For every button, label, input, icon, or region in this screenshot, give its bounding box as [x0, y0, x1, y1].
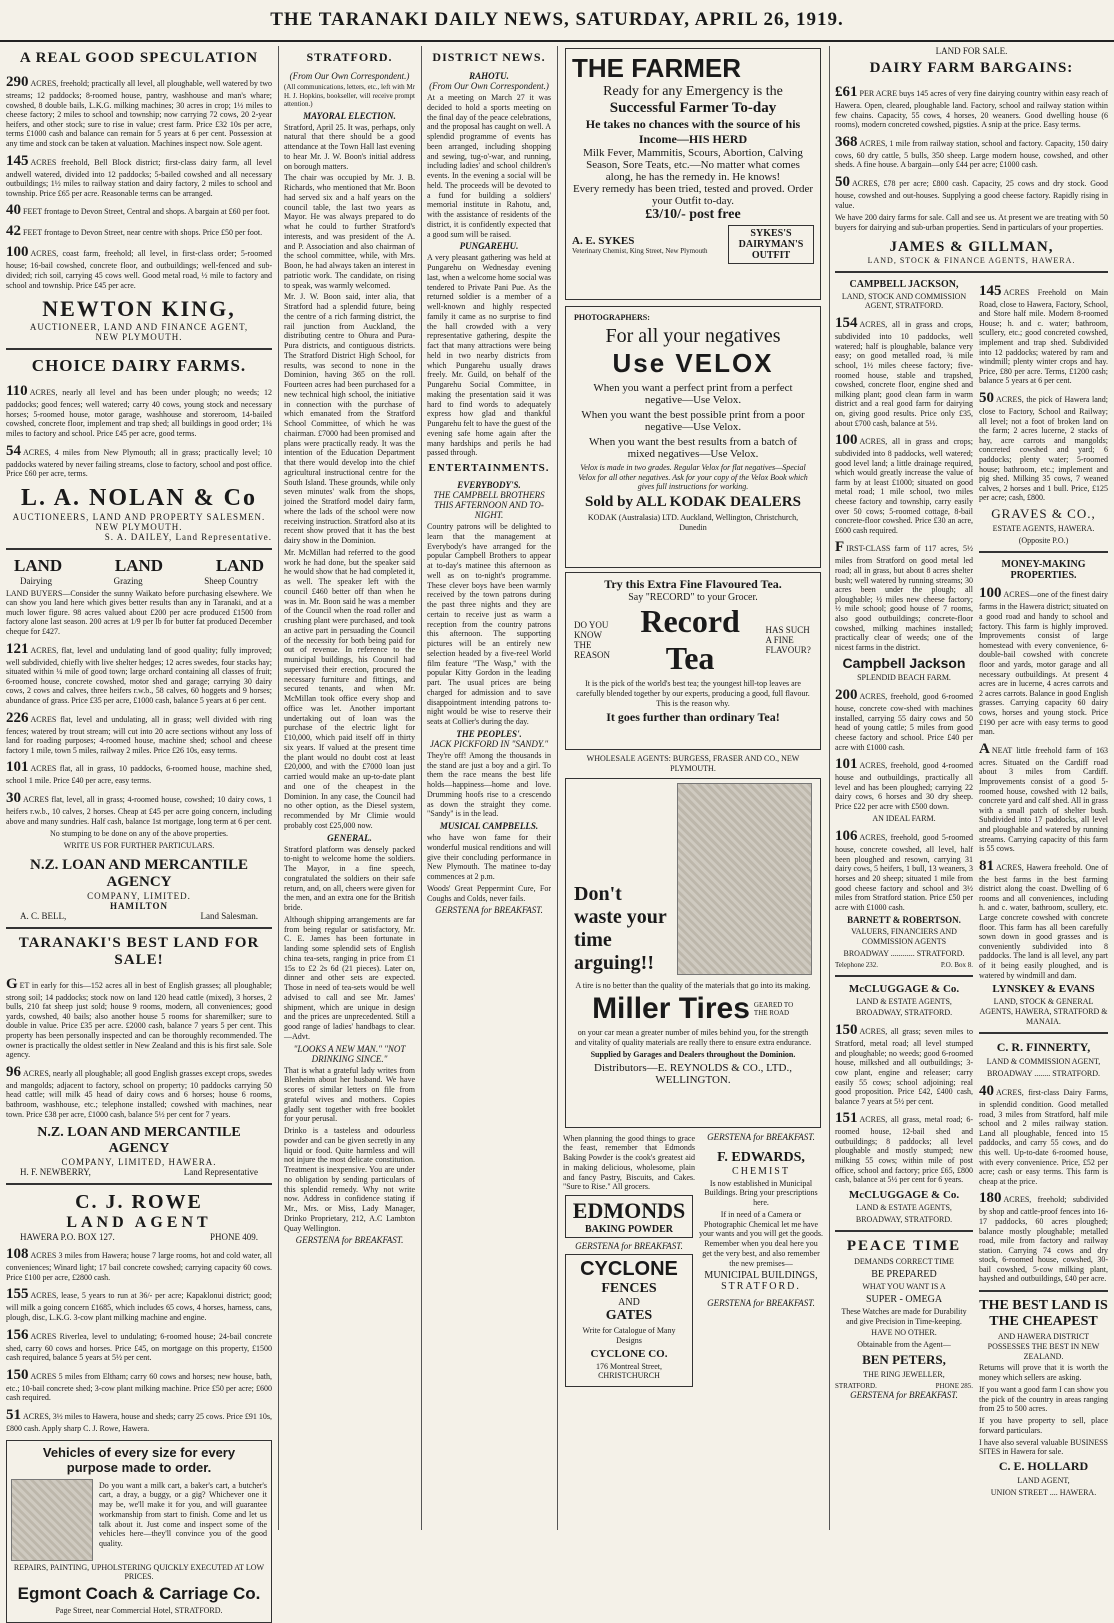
tea-further: It goes further than ordinary Tea!: [606, 710, 780, 725]
listing: 156 ACRES Riverlea, level to undulating; 6-roomed house; 24-bail concrete shed, carry 60 cows and horses. Price £45, on mortgage on this property, £1500 cash required, balance 5 years at 5½ per cent.: [6, 1326, 272, 1363]
article-paragraph: At a meeting on March 27 it was decided to hold a sports meeting on the final day of the peace celebrations, and the proposal has caught on well. A splendid programme of events has been arranged, including shopping and sewing, tug-o'-war, and running, including ladies' and school children's events. In the evening a social will be held. The proceeds will be devoted to a fund for building a soldiers' memorial institute in Rahotu, and, with the assistance of residents of the district, it is confidently expected that a good sum will be raised.: [427, 93, 551, 239]
nolan-line1: AUCTIONEERS, LAND AND PROPERTY SALESMEN.: [12, 511, 266, 522]
tea-brand: Record Tea: [640, 603, 740, 676]
farmer-line3: He takes no chances with the source of his Income—HIS HERD: [585, 117, 801, 146]
edmonds-brand-name: EDMONDS: [572, 1198, 686, 1223]
campbell-block: [835, 279, 973, 1500]
mccluggage2-sub: LAND & ESTATE AGENTS,: [856, 1202, 952, 1212]
hollard-name: C. E. HOLLARD: [998, 1459, 1089, 1474]
listing: 96 ACRES, nearly all ploughable; all good English grasses except crops, swedes and mangolds; adjacent to factory, school on property; 10 paddocks carrying 50 head cattle; will milk 45 head of dairy cows and 6 horses; house 6 rooms, bathroom, washhouse, etc.; telephone installed; cowshed with machines, near town. Price £38 per acre, £1000 cash, balance 5½ per cent for 7 years.: [6, 1063, 272, 1119]
egmont-repairs: REPAIRS, PAINTING, UPHOLSTERING QUICKLY EXECUTED AT LOW PRICES.: [13, 1562, 265, 1582]
gerstena-line: GERSTENA for BREAKFAST.: [435, 905, 543, 916]
finnerty-sub: LAND & COMMISSION AGENT,: [986, 1057, 1101, 1067]
article-paragraph: Although shipping arrangements are far from being regular or satisfactory, Mr. C. E. James has been fortunate in landing some splendid sets of English china tea-sets, ranging in price from £1 15s to £2 2s 6d (21 pieces). Later on, dinner and other sets are expected. Those in need of tea-sets would be well advised to call and see Mr. James' shipment, which are unique in design and the prices are unprecedented. Still a good range of ladies' handbags to clear.—Advt.: [284, 914, 415, 1041]
listing: 151 ACRES, all grass, metal road; 6-roomed house, 12-bail shed and outbuildings; 8 paddocks; all level ploughable and mostly stumped; new milking 55 cows; within mile of post office, school and factory; price £65, £800 cash, balance at 5½ per cent for 6 years.: [835, 1110, 973, 1185]
velox-line2: Use VELOX: [612, 347, 774, 378]
tires-city: WELLINGTON.: [655, 1073, 731, 1086]
peace-sub: DEMANDS CORRECT TIME: [854, 1257, 954, 1267]
district-sub: (From Our Own Correspondent.): [429, 81, 549, 91]
mayoral-heading: MAYORAL ELECTION.: [303, 110, 396, 121]
gerstena-line: GERSTENA for BREAKFAST.: [707, 1298, 815, 1309]
listing: 51 ACRES, 3½ miles to Hawera, house and sheds; carry 25 cows. Price £91 10s, £800 cash. Apply sharp C. J. Rowe, Hawera.: [6, 1406, 272, 1433]
article-paragraph: Mr. McMillan had referred to the good work he had done, but the speaker said he would show that he had completed it, as well. The speaker left with the council £460 better off than when he was in. Mr. Boon said he was a member of the Council when the road roller and crushing plant were purchased, and took an active part in persuading the Council of the necessity for both being paid for out of revenue. In reference to the municipal buildings, his Council had supervised their erection, procured the necessary furniture and fittings, and secured tenants, and when Mr. McMillan took office every shop and office was let. Another important undertaking out of loan was the purchase of the electric light for £10,000, which paid itself off in thirty six years. If valued at the present time the plant would no doubt cost at least £20,000, and with the £7000 loan just carried would make an up-to-date plant and one of the cheapest in the Dominion. In any case, the Council had no other option, as the Diesel system, recommended by Mr Climie would probably cost £25,000 now.: [284, 547, 415, 830]
listing: 50 ACRES, the pick of Hawera land; close to Factory, School and Railway; all level; not a foot of broken land on the farm; 2 acres lucerne, 2 stacks of hay, acre carrots and mangolds; concreted cowshed and yard; 6 paddocks; plenty water; 5-roomed house; bathroom, etc.; implement and pig shed. Milking 35 cows, 7 weaned calves, 2 horses and 1 bull. Price, £125 per acre; cash, £800.: [979, 390, 1108, 503]
barnett-tel: Telephone 232.: [835, 960, 879, 969]
land-heading: LAND: [215, 555, 264, 575]
cyclone-l3: GATES: [605, 1308, 653, 1323]
farmer-line2: Successful Farmer To-day: [609, 100, 777, 116]
money-heading: MONEY-MAKING PROPERTIES.: [1001, 559, 1086, 582]
jack-heading: JACK PICKFORD IN "SANDY.": [429, 738, 549, 749]
peace-be: BE PREPARED: [871, 1269, 937, 1281]
splendid-heading: SPLENDID BEACH FARM.: [857, 673, 951, 683]
land-write: WRITE US FOR FURTHER PARTICULARS.: [63, 840, 215, 850]
stratford-heading: STRATFORD.: [306, 50, 393, 64]
article-paragraph: A very pleasant gathering was held at Pungarehu on Wednesday evening last, when a welcome home social was tendered to Private Pani Pue. As the returned soldier is a member of a well-known and highly respected family it came as no surprise to find the hall crowded with a very representative gathering, despite the fact that many attractions were being held in two nearby districts from which Pungarehu usually draws freely. Mr. Guild, on behalf of the Pungarehu Social Committee, in making the presentation said it was hard to find words to adequately express how glad and thankful Pungarehu felt to have the guest of the evening safe home again after the many hardships and perils he had passed through.: [427, 253, 551, 458]
listing: 200 ACRES, freehold, good 6-roomed house, concrete cow-shed with machines installed, carrying 55 dairy cows and 50 head of young cattle; 5 miles from good cheese factory and school. Price £40 per acre with £1000 cash.: [835, 687, 973, 752]
mccluggage-sub: LAND & ESTATE AGENTS,: [856, 996, 952, 1006]
farmer-outfit-box: SYKES'S DAIRYMAN'S OUTFIT: [728, 225, 814, 264]
farmer-chemist: A. E. SYKES: [572, 234, 635, 247]
looks-heading: "LOOKS A NEW MAN." "NOT DRINKING SINCE.": [293, 1043, 406, 1064]
best-p2: If you want a good farm I can show you the pick of the country in areas ranging from 25 to 500 acres.: [979, 1384, 1108, 1414]
listing: 81 ACRES, Hawera freehold. One of the best farms in the best farming district along the coast. Dwelling of 6 rooms and all conveniences, including h. and c. water, bathroom, scullery, etc. Large concrete cowshed with concrete floor. This farm has all been carefully sown down in good grasses and is conveniently subdivided into 8 paddocks. The land is all level, any part of it being easily ploughed, and is watered by windmill and dam.: [979, 857, 1108, 980]
nzloan-line2: HAMILTON: [109, 900, 168, 911]
listing: 40 ACRES, first-class Dairy Farms, in splendid condition. Good metalled road, 3 miles from Stratford, half mile school and 2 miles railway station. Land all ploughable, fenced into 15 paddocks, and carry 55 cows, and do this well. Up-to-date 6-roomed house, with every convenience. Price, £52 per acre; cash or easy terms. This farm is cheap at the price.: [979, 1082, 1108, 1186]
listing: 101 ACRES, freehold, good 4-roomed house and outbuildings, practically all level and has been ploughed; carrying 22 dairy cows, 6 horses and 30 dry sheep. Price £22 per acre with £500 down.: [835, 756, 973, 811]
best-h1: THE BEST LAND IS: [979, 1298, 1108, 1314]
mccluggage2-sub2: BROADWAY, STRATFORD.: [855, 1214, 953, 1224]
graves-name: GRAVES & CO.,: [991, 505, 1096, 521]
motorist-illustration: [677, 783, 812, 975]
edwards-loc: MUNICIPAL BUILDINGS,: [704, 1270, 818, 1282]
velox-photographers: PHOTOGRAPHERS:: [574, 313, 650, 322]
edwards-body: Is now established in Municipal Buildings. Bring your prescriptions here.: [704, 1178, 818, 1207]
listing: FIRST-CLASS farm of 117 acres, 5½ miles from Stratford on good metal led road; all in grass, but about 8 acres shelter bush; well watered by running streams; 30 acres been under the plough; all ploughable; ½ miles new cheese factory; ½ mile school; good house of 7 rooms, also good outbuildings; concrete-floor cowshed, milking machines installed; practically clear of weeds; one of the nicest farms in the district.: [835, 539, 973, 652]
land-heading: LAND: [14, 555, 63, 575]
article-paragraph: who have won fame for their wonderful musical renditions and will give their concluding performance in New Plymouth. The matinee to-day commences at 2 p.m.: [427, 833, 551, 881]
velox-ad: [565, 306, 821, 568]
lynskey-name: LYNSKEY & EVANS: [992, 983, 1095, 996]
article-paragraph: Country patrons will be delighted to learn that the management at Everybody's have arranged for the popular Campbell Brothers to appear at to-day's matinee this afternoon as well as on to-night's programme. These clever boys have been warmly received by the town patrons during the past three nights and they are certain to receive just as warm a reception from the country patrons this afternoon. The supporting pictures will be an entirely new selection headed by a five-reel World film feature "The Wasp," with the popular Kitty Gordon in the leading part. The usual prices are being charged for admission and to save disappointment intending patrons to-night would be wise to reserve their seats at Collier's during the day.: [427, 522, 551, 726]
ideal-heading: AN IDEAL FARM.: [872, 814, 936, 824]
listing: 100 ACRES, coast farm, freehold; all level, in first-class order; 5-roomed house; 16-bail cowshed, concrete floor, and outbuildings; well-fenced and sub-divided; rich soil, carrying 45 cows well. Good metal road, ½ mile to factory and school and township. Price £45 per acre.: [6, 244, 272, 290]
best-p1: Returns will prove that it is worth the money which sellers are asking.: [979, 1363, 1108, 1383]
egmont-line1: Vehicles of every size for every: [42, 1444, 236, 1460]
nzloan-right: Land Salesman.: [200, 910, 258, 921]
dairy-note: We have 200 dairy farms for sale. Call and see us. At present we are treating with 50 buyers for dairying and sub-urban properties. Send in particulars of your properties.: [835, 213, 1108, 232]
best-p4: I have also several valuable BUSINESS SITES in Hawera for sale.: [979, 1437, 1108, 1457]
edmonds-brand-sub: BAKING POWDER: [584, 1224, 674, 1235]
rowe-left: HAWERA P.O. BOX 127.: [20, 1232, 115, 1243]
velox-line5: When you want the best results from a batch of mixed negatives—Use Velox.: [588, 435, 798, 460]
dairy-heading: DAIRY FARM BARGAINS:: [869, 60, 1074, 76]
edwards-city: STRATFORD.: [721, 1281, 801, 1293]
district-heading: DISTRICT NEWS.: [432, 50, 546, 64]
edmonds-cyclone-block: [563, 1132, 695, 1391]
article-paragraph: That is what a grateful lady writes from Blenheim about her husband. We have scores of similar letters on file from grateful wives and mothers. Copies gladly sent together with free booklet for your perusal.: [284, 1065, 415, 1124]
james-name: JAMES & GILLMAN,: [889, 238, 1054, 255]
pungarehu-heading: PUNGAREHU.: [459, 241, 519, 252]
hollard-addr: UNION STREET .... HAWERA.: [990, 1487, 1097, 1497]
nzloan-left: A. C. BELL,: [20, 910, 67, 921]
cyclone-write: Write for Catalogue of Many Designs: [582, 1326, 676, 1345]
gerstena-line: GERSTENA for BREAKFAST.: [707, 1131, 815, 1142]
tires-geared: GEARED TO THE ROAD: [753, 1001, 794, 1018]
egmont-ad: [6, 1440, 272, 1623]
nzloan2-line1: COMPANY, LIMITED, HAWERA.: [61, 1157, 217, 1168]
velox-small: Velox is made in two grades. Regular Velox for flat negatives—Special Velox for all other negatives. Ask for your copy of the Velox Book which gives full instructions for working.: [578, 462, 808, 492]
nzloan2-name: N.Z. LOAN AND MERCANTILE AGENCY: [37, 1125, 241, 1157]
peace-title: PEACE TIME: [846, 1238, 962, 1255]
listing: £61 PER ACRE buys 145 acres of very fine dairying country within easy reach of Hawera. Open, cleared, ploughable land. Factory, school and railway station within few chains. Capacity, 55 cows, 4 horses, 20 weaners. Good dwelling house (6 rooms), modern concreted cowshed, pigsties. A snip at the price. Easy terms.: [835, 84, 1108, 130]
peace-name: BEN PETERS,: [862, 1351, 946, 1367]
musical-heading: MUSICAL CAMPBELLS.: [439, 821, 539, 831]
farmer-title: THE FARMER: [572, 53, 741, 83]
cart-illustration: [11, 1479, 93, 1561]
listing: 150 ACRES, all grass; seven miles to Stratford, metal road; all level stumped and ploughable; no weeds; good 6-roomed house, milkshed and all outbuildings; 3-cow plant, engine and releaser; carry easily 55 cows; school adjoining; real good proposition. Price £42, £400 cash, balance 7 years at 5½ per cent.: [835, 1022, 973, 1106]
column-4: [557, 46, 829, 1530]
article-paragraph: Mr. J. W. Boon said, inter alia, that Stratford had a splendid future, being the centre of a rich farming district, the rail junction from Auckland, the distributing centre to Ohura and Pura-Pura districts, and contiguous districts. The Stratford District High School, for results, was second to none in the Dominion, having 365 on the roll. Fourteen acres had been purchased for a new technical high school, the initiative in connection with the purchase of which emanated from the Stratford School Committee, of which he was chairman. £7000 had been promised and plans were practically ready. It was the intention of the Education Department that there would develop into the chief agricultural instructional centre for the South Island. These grounds, while only seven minutes' walk from the shops, joined the Stratford model dairy farm, where the lads of the school were now receiving instruction. Stratford also at its recent show proved that it has the best dairy show in the Dominion.: [284, 292, 415, 546]
peace-have: HAVE NO OTHER.: [871, 1328, 937, 1338]
listing: 106 ACRES, freehold, good 5-roomed house, concrete cowshed, all level, half been ploughed and resown, carrying 31 dairy cows, 5 heifers, 1 bull, 13 weaners, 3 horses and 20 sheep; situated 1 mile from good cheese factory and school and 3½ miles from Stratford station. Price £50 per acre with £1000 cash.: [835, 828, 973, 912]
rowe-title: LAND AGENT: [66, 1214, 212, 1232]
nolan-line3: S. A. DAILEY, Land Representative.: [104, 531, 272, 542]
nolan-line2: NEW PLYMOUTH.: [95, 521, 183, 532]
listing: 100 ACRES, all in grass and crops; subdivided into 8 paddocks, well watered; good level land; a little drainage required, which would greatly increase the value of farm by at least £1000; situated on good metal road; 1 mile school, two miles cheese factory and township, carry easily over 50 cows; 5-roomed cottage, 8-bail concrete-floor cowshed. Price £30 an acre, £600 cash required.: [835, 432, 973, 535]
listing: ANEAT little freehold farm of 163 acres. Situated on the Cardiff road about 3 miles from Cardiff. Improvements consist of a good 5-roomed house, cowshed with 12 bails, concrete yard and calf shed. All in grass with a small patch of shelter bush. Subdivided into 17 paddocks, all level and ploughable and watered by running streams. Carrying capacity of this farm is 55 cows.: [979, 740, 1108, 854]
listing: 150 ACRES 5 miles from Eltham; carry 60 cows and horses; new house, bath, etc.; 10-bail concrete shed; 3-cow plant milking machine. Price £50 per acre; £600 cash required.: [6, 1366, 272, 1403]
rowe-right: PHONE 409.: [209, 1232, 258, 1243]
cyclone-brand: CYCLONE: [580, 1258, 678, 1280]
velox-kodak: KODAK (Australasia) LTD. Auckland, Wellington, Christchurch, Dunedin: [587, 513, 799, 532]
stratford-sub: (From Our Own Correspondent.): [289, 71, 410, 81]
cyclone-l1: FENCES: [601, 1281, 657, 1296]
farmer-line5: Every remedy has been tried, tested and proved. Order your Outfit to-day.: [572, 183, 814, 207]
rahotu-heading: RAHOTU.: [469, 71, 509, 81]
campbell-name: CAMPBELL JACKSON,: [849, 278, 959, 290]
listing: 100 ACRES—one of the finest dairy farms in the Hawera district; situated on a good road and handy to school and factory. This farm is highly improved. Improvements consist of large homestead with every convenience, 6-double-bail cowshed with concrete floor and yards, motor garage and all necessary outbuildings. At present 4 acres are in lucerne, 4 acres carrots and 2 acres carrots. Balance in good English grasses. Carrying capacity 60 dairy cows, horses and young stock. Price £190 per acre with easy terms to good man.: [979, 585, 1108, 737]
peace-body: These Watches are made for Durability and give Precision in Time-keeping.: [841, 1306, 967, 1326]
real-good-heading: A REAL GOOD SPECULATION: [19, 50, 259, 66]
nzloan-line1: COMPANY, LIMITED.: [87, 890, 191, 901]
farmer-chemist-sub: Veterinary Chemist, King Street, New Plymouth: [572, 246, 708, 255]
land-intro: LAND BUYERS—Consider the sunny Waikato before purchasing elsewhere. We can show you land here which gives better results than any in Taranaki, and at a much lower figure. 98 acres valued about £200 per acre produced £1500 from factory alone last season. 200 acres at 1/9 per lb for butter fat produced December cheque for £427.: [6, 588, 272, 637]
tea-wholesale: WHOLESALE AGENTS: BURGESS, FRASER AND CO., NEW PLYMOUTH.: [586, 754, 800, 773]
record-tea-ad: [565, 572, 821, 750]
listing: 42 FEET frontage to Devon Street, near centre with shops. Price £50 per foot.: [6, 223, 263, 240]
article-paragraph: Drinko is a tasteless and odourless powder and can be given secretly in any liquid or food. Quite harmless and will not injure the most delicate constitution. Treatment is inexpensive. You are under no obligation by sending particulars of this splendid remedy. Why not write now. Address in confidence stating if Mr., Mrs. or Miss, Lady Manager, Drinko Proprietary, 212, A.C Lambton Quay Wellington.: [284, 1126, 415, 1233]
tires-body2: on your car mean a greater number of miles behind you, for the strength and vitality of quality materials are really there to ensure extra endurance.: [574, 1028, 812, 1047]
newton-king-name: NEWTON KING,: [42, 296, 236, 322]
gerstena-line: GERSTENA for BREAKFAST.: [295, 1235, 404, 1246]
listing: 290 ACRES, freehold; practically all level, all ploughable, well watered by two streams; 12 paddocks; 8-roomed house, pantry, washhouse and man's whare; cowshed, 8 double bails, L.K.G. milking machines; 30 acres in crop; 1½ miles to cheese factory; 2 miles to school and township; now carrying 72 cows, 20 2-year heifers, and other stock; sure to rise in value; crest farm. Price £32 10s per acre, terms £1000 cash and balance can remain for 5 years at 6 per cent. Possession at any time and stock can be taken at valuation. Machines inspect now. Sole agent.: [6, 74, 272, 148]
tea-body: It is the pick of the world's best tea; the youngest hill-top leaves are carefully blended together by our experts, producing a good, full flavour. This is the reason why.: [576, 679, 810, 708]
farmer-ad: [565, 48, 821, 300]
egmont-line2: purpose made to order.: [66, 1459, 212, 1475]
velox-dealers: Sold by ALL KODAK DEALERS: [585, 494, 801, 510]
barnett-broadway: BROADWAY ............ STRATFORD.: [843, 948, 965, 958]
listing: 101 ACRES flat, all in grass, 10 paddocks, 6-roomed house, machine shed, school 1 mile. Price £40 per acre, easy terms.: [6, 759, 272, 786]
general-heading: GENERAL.: [327, 832, 372, 843]
land-sub: Grazing: [113, 575, 143, 586]
article-paragraph: Stratford platform was densely packed to-night to welcome home the soldiers. The Mayor, in a fine speech, congratulated the soldiers on their safe return, and, on all, cheers were given for the men, and an extra one for the British bride.: [284, 844, 415, 913]
lynskey-sub: LAND, STOCK & GENERAL AGENTS, HAWERA, STRATFORD & MANAIA.: [979, 997, 1108, 1026]
best-sub: AND HAWERA DISTRICT POSSESSES THE BEST IN NEW ZEALAND.: [987, 1332, 1100, 1361]
cyclone-co: CYCLONE CO.: [590, 1347, 668, 1360]
james-sub: LAND, STOCK & FINANCE AGENTS, HAWERA.: [867, 255, 1076, 265]
farmer-price: £3/10/- post free: [645, 207, 741, 222]
farmer-line1: Ready for any Emergency is the: [603, 84, 783, 99]
campbell-heading: THE CAMPBELL BROTHERS THIS AFTERNOON AND TO-NIGHT.: [433, 490, 545, 520]
peace-phone: PHONE 285.: [935, 1381, 973, 1390]
nolan-name: L. A. NOLAN & Co: [20, 484, 257, 511]
tires-dont: Don't waste your time arguing!!: [574, 882, 667, 974]
listing: 108 ACRES 3 miles from Hawera; house 7 large rooms, hot and cold water, all conveniences; Winard light; 17 bail concrete cowshed; carrying capacity 60 cows. Price £100 per acre, £2800 cash.: [6, 1246, 272, 1282]
listing: 154 ACRES, all in grass and crops, subdivided into 10 paddocks, well watered; half is ploughable, balance very easy; on good metalled road, ¾ mile school, 1½ miles cheese factory; five-roomed house, stable and trapshed, cowshed, concrete floor, engine shed and milking plant; good clean farm in warm district and a real good farm for dairying on, giving good results. Price only £35, about £700 cash, balance at 5½.: [835, 315, 973, 428]
listing: 121 ACRES, flat, level and undulating land of good quality; fully improved; well subdivided, chiefly with live shelter hedges; 12 acres swedes, four stacks hay; situated within ¼ mile of good town; large orchard containing all classes of fruit; 6-roomed house, concrete cowshed, motor shed and garage; carrying 30 dairy cows, 2 cows and calves, three heifers r.w.b., 58 calves, 60 hoggets and 9 horses; abundance of grass. Price £35 per acre, £1000 cash, balance 5 years at 6 per cent.: [6, 640, 272, 706]
peace-city: STRATFORD.: [835, 1381, 877, 1390]
peace-sub2: THE RING JEWELLER,: [863, 1369, 945, 1379]
cyclone-addr: 176 Montreal Street, CHRISTCHURCH: [596, 1361, 662, 1381]
cyclone-ad: [565, 1254, 693, 1387]
tires-dist: Distributors—E. REYNOLDS & CO., LTD.,: [594, 1061, 792, 1074]
tea-right: HAS SUCH A FINE FLAVOUR?: [765, 625, 811, 655]
peace-what: WHAT YOU WANT IS A: [862, 1282, 946, 1292]
article-paragraph: The chair was occupied by Mr. J. B. Richards, who mentioned that Mr. Boon had served six and a half years on the council table, the last two years as Mayor. He was always prepared to do what he could to further Stratford's interests, and was president of the A. and P. Association and also chairman of the school committee, while, with Mrs. Boon, he had always taken an interest in patriotic work. The candidate, on rising to speak, was warmly welcomed.: [284, 173, 415, 290]
taranaki-heading: TARANAKI'S BEST LAND FOR SALE!: [18, 934, 260, 968]
mccluggage-name: McCLUGGAGE & Co.: [848, 982, 960, 995]
tea-left: DO YOU KNOW THE REASON: [574, 620, 611, 660]
column-2: [278, 46, 421, 1530]
article-paragraph: Stratford, April 25. It was, perhaps, only natural that there should be a good attendance at the Town Hall last evening to hear Mr. J. W. Boon's initial address on borough matters.: [284, 122, 415, 171]
hollard-sub: LAND AGENT,: [1017, 1476, 1070, 1486]
listing: 180 ACRES, freehold; subdivided by shop and cattle-proof fences into 16-17 paddocks, 60 acres ploughed; balance mostly ploughable; metalled road, mile from factory and railway station. Carrying 74 cows and dry stock, 6-roomed house, cowshed, 30-bail cowshed, 5-cow milking plant, hayshed and outbuildings, £40 per acre.: [979, 1190, 1108, 1284]
egmont-name: Egmont Coach & Carriage Co.: [17, 1584, 261, 1604]
barnett-box: P.O. Box 8.: [940, 960, 973, 969]
newton-king-line1: AUCTIONEER, LAND AND FINANCE AGENT,: [29, 322, 249, 333]
campbell-brand: Campbell Jackson: [842, 655, 966, 672]
finnerty-name: C. R. FINNERTY,: [996, 1040, 1091, 1055]
miller-tires-ad: [565, 778, 821, 1128]
velox-line3: When you want a perfect print from a perfect negative—Use Velox.: [593, 381, 793, 406]
hawera-block: [979, 279, 1108, 1500]
newton-king-line2: NEW PLYMOUTH.: [95, 332, 183, 343]
edwards-body2: If in need of a Camera or Photographic Chemical let me have your wants and you will get the goods. Remember when you deal here you get the very best, and also remember the new premises—: [699, 1209, 823, 1268]
masthead-title: THE TARANAKI DAILY NEWS, SATURDAY, APRIL 26, 1919.: [270, 9, 844, 30]
listing: 50 ACRES, £78 per acre; £800 cash. Capacity, 25 cows and dry stock. Good house, cowshed and out-houses. Supplying a good cheese factory. Rapidly rising in value.: [835, 173, 1108, 210]
column-5: [829, 46, 1114, 1530]
listing: 226 ACRES flat, level and undulating, all in grass; well divided with ring fences; watered by trout stream; will cut into 20 acre sections without any loss of land for roading purposes; 4-roomed house, machine shed; school and cheese factory 1 mile, town 5 miles, railway 2 miles. Price £26 10s, easy terms.: [6, 709, 272, 755]
barnett-name: BARNETT & ROBERTSON.: [847, 915, 961, 926]
tires-body: A tire is no better than the quality of the materials that go into its making.: [575, 980, 811, 990]
edmonds-body: When planning the good things to grace the feast, remember that Edmonds Baking Powder is the cook's greatest aid in making delicious, wholesome, plain and fancy Pastry, Biscuits, and Cakes. "Sure to Rise." All grocers.: [563, 1133, 695, 1192]
egmont-addr: Page Street, near Commercial Hotel, STRATFORD.: [55, 1606, 223, 1616]
land-heading: LAND: [114, 555, 164, 575]
gerstena-line: GERSTENA for BREAKFAST.: [850, 1389, 958, 1400]
listing: 30 ACRES flat, level, all in grass; 4-roomed house, cowshed; 10 dairy cows, 1 heifers r.w.b., 10 calves, 2 horses. Cheap at £45 per acre going concern, including above and many sundries. Half cash, balance 1st mortgage, long term at 6 per cent.: [6, 790, 272, 826]
land-for-sale: LAND FOR SALE.: [935, 46, 1008, 56]
listing: 145 ACRES Freehold on Main Road, close to Hawera, Factory, School, and Store half mile. Modern 8-roomed House; h. and c. water; bathroom, scullery, etc.; good concreted cowshed, implement and trap shed. Subdivided into 12 paddocks; watered by ram and windmill; plenty winter crops and hay. Price, £80 per acre. Terms, £1200 cash; balance 5 years at 6 per cent.: [979, 282, 1108, 386]
listing: 40 FEET frontage to Devon Street, Central and shops. A bargain at £60 per foot.: [6, 202, 270, 219]
rowe-name: C. J. ROWE: [75, 1191, 203, 1214]
velox-line1: For all your negatives: [605, 324, 781, 347]
campbell-sub: LAND, STOCK AND COMMISSION AGENT, STRATFORD.: [841, 291, 967, 311]
listing: 110 ACRES, nearly all level and has been under plough; no weeds; 12 paddocks; good fences; well watered; carry 40 cows, young stock and necessary horses; 5-roomed house, motor garage, washhouse and storeroom, 14-bailed cowshed, concrete floor, implement and trap shed; all buildings in good order; 1¼ miles to factory and school. Price £45 per acre, good terms.: [6, 383, 272, 438]
velox-line4: When you want the best possible print from a poor negative—Use Velox.: [581, 408, 805, 433]
listing: 145 ACRES freehold, Bell Block district; first-class dairy farm, all level andwell watered, divided into 12 paddocks; 5-bailed cowshed and all necessary outbuildings; 1½ miles to railway station and dairy factory, 2 miles to school and township. Price £65 per acre. Reasonable terms can be arranged.: [6, 152, 272, 198]
column-3: [421, 46, 557, 1530]
edwards-name: F. EDWARDS,: [717, 1149, 805, 1165]
peace-obtain: Obtainable from the Agent—: [857, 1340, 951, 1350]
gerstena-line: GERSTENA for BREAKFAST.: [575, 1241, 683, 1251]
tires-brand: Miller Tires: [592, 992, 750, 1026]
land-stumping: No stumping to be done on any of the above properties.: [50, 829, 228, 839]
mccluggage2-name: McCLUGGAGE & Co.: [848, 1188, 960, 1201]
tea-try: Try this Extra Fine Flavoured Tea.: [604, 577, 782, 591]
entertainments-heading: ENTERTAINMENTS.: [428, 462, 550, 474]
nzloan2-left: H. F. NEWBERRY,: [20, 1167, 91, 1178]
land-sub: Sheep Country: [204, 575, 258, 586]
barnett-sub: VALUERS, FINANCIERS AND COMMISSION AGENTS: [851, 927, 957, 947]
mccluggage-sub2: BROADWAY, STRATFORD.: [855, 1008, 953, 1018]
tires-supplied: Supplied by Garages and Dealers throughout the Dominion.: [590, 1049, 796, 1059]
land-sub: Dairying: [20, 575, 52, 586]
peace-brand: SUPER - OMEGA: [865, 1293, 943, 1305]
listing: 155 ACRES, lease, 5 years to run at 36/- per acre; Kapaklonui district; good; will milk a going concern £1685, which includes 65 cows, 4 horses, harness, cans, plough, disc, L.K.G. 3-cow plant milking machine and engine.: [6, 1286, 272, 1322]
best-p3: If you have property to sell, place forward particulars.: [979, 1416, 1108, 1435]
masthead: [0, 0, 1114, 42]
choice-heading: CHOICE DAIRY FARMS.: [31, 356, 247, 376]
article-paragraph: They're off! Among the thousands in the stand are just a boy and a girl. To them the race means the best life holds—happiness—home and love. Drumming hoofs rise to a crescendo as down the straight they come. "Sandy" is in the lead.: [427, 750, 551, 819]
tea-say: Say "RECORD" to your Grocer.: [628, 592, 758, 603]
column-1: [0, 46, 278, 1616]
woods-ad: Woods' Great Peppermint Cure, For Coughs and Colds, never fails.: [427, 883, 551, 903]
farmer-line4: Milk Fever, Mammitis, Scours, Abortion, Calving Season, Sore Teats, etc.—No matter what comes along, he has the remedy in. He knows!: [583, 147, 803, 183]
finnerty-sub2: BROADWAY ........ STRATFORD.: [987, 1069, 1100, 1079]
listing: GET in early for this—152 acres all in best of English grasses; all ploughable; strong soil; 14 paddocks; stock now on land 120 head cattle (mixed), 3 horses, 2 bulls, 210 fat sheep just sold; house 9 rooms, modern, all conveniences; good yards, cowshed, 40 bails; also another house 5 rooms for sharemilker; sure to double in value. Price £35 per acre. £2000 cash, balance 7 years 5 per cent. This property has been personally inspected and can be thoroughly recommended. The owner is practically the oldest settler in New Zealand and this is his first sale. Sole agency.: [6, 975, 272, 1060]
best-h2: THE CHEAPEST: [989, 1314, 1098, 1330]
nzloan-name: N.Z. LOAN AND MERCANTILE AGENCY: [30, 856, 248, 890]
peoples-heading: THE PEOPLES'.: [456, 728, 522, 739]
listing: 368 ACRES, 1 mile from railway station, school and factory. Capacity, 150 dairy cows, 60 dry cattle, 5 bulls, 350 sheep. Large modern house, cowshed, and other sheds. A fine house. A bargain—only £44 per acre; £1000 cash.: [835, 133, 1108, 170]
everybodys-heading: EVERYBODY'S.: [457, 480, 521, 490]
edwards-block: [699, 1132, 823, 1391]
listing: 54 ACRES, 4 miles from New Plymouth; all in grass; practically level; 10 paddocks watered by never failing streams, close to factory, school and post office. Price £60 per acre, terms.: [6, 442, 272, 479]
stratford-note: (All communications, letters, etc., left with Mr H. J. Hopkins, bookseller, will receive prompt attention.): [284, 83, 415, 109]
cyclone-l2: AND: [618, 1297, 640, 1308]
edmonds-brand: [565, 1195, 693, 1238]
nzloan2-right: Land Representative: [183, 1167, 258, 1178]
graves-sub: ESTATE AGENTS, HAWERA.: [992, 523, 1095, 533]
edwards-title: CHEMIST: [732, 1165, 790, 1177]
egmont-body: Do you want a milk cart, a baker's cart, a butcher's cart, a dray, a buggy, or a gig? Whichever one it may be, we'll make it for you, and will guarantee workmanship from start to finish. Come and let us talk about it. Just come and inspect some of the vehicles here—they'll convince you of the good quality.: [99, 1480, 267, 1549]
graves-sub2: (Opposite P.O.): [1018, 535, 1069, 545]
